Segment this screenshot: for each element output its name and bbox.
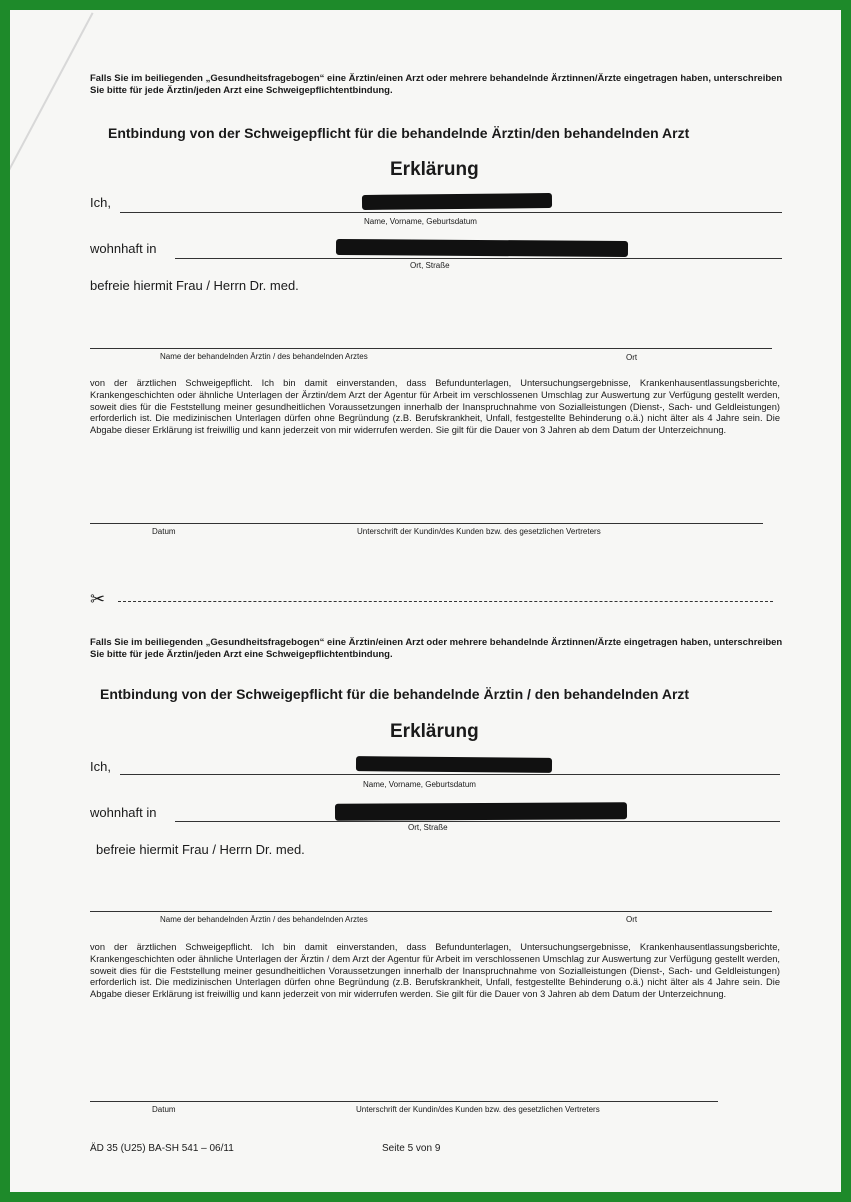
ich-label-2: Ich,: [90, 759, 111, 774]
address-field-line-2[interactable]: [175, 821, 780, 822]
name-caption-1: Name, Vorname, Geburtsdatum: [364, 217, 477, 226]
arzt-field-line-1[interactable]: [90, 348, 772, 349]
redacted-address-2: [335, 802, 627, 821]
arzt-caption-2: Name der behandelnden Ärztin / des behandelnden Arztes: [160, 915, 368, 924]
name-field-line-1[interactable]: [120, 212, 782, 213]
redacted-name-1: [362, 193, 552, 210]
heading-erklaerung-2: Erklärung: [390, 721, 479, 742]
ort-strasse-caption-1: Ort, Straße: [410, 261, 450, 270]
signature-line-2[interactable]: [90, 1101, 718, 1102]
cut-line: [118, 601, 773, 602]
ort-strasse-caption-2: Ort, Straße: [408, 823, 448, 832]
page-number: Seite 5 von 9: [382, 1143, 441, 1154]
consent-text-1: von der ärztlichen Schweigepflicht. Ich bin damit einverstanden, dass Befundunterlagen, Untersuchungsergebnisse, Krankenhausentlassungsberichte, Krankengeschichten oder ähnliche Unterlagen der Ärztin/dem Arzt der Agentur für Arbeit im verschlossenen Umschlag zur Auswertung zur Verfügung gestellt werden, soweit dies für die Feststellung meiner gesundheitlichen Voraussetzungen innerhalb der Inanspruchnahme von Sozialleistungen (Dienst-, Sach- und Geldleistungen) erforderlich ist. Die medizinischen Unterlagen dürfen ohne Begründung (z.B. Berufskrankheit, Unfall, festgestellte Behinderung o.ä.) nicht älter als 4 Jahre sein. Die Abgabe dieser Erklärung ist freiwillig und kann jederzeit von mir widerrufen werden. Sie gilt für die Dauer von 3 Jahren ab dem Datum der Unterzeichnung.: [90, 378, 780, 436]
unterschrift-caption-1: Unterschrift der Kundin/des Kunden bzw. des gesetzlichen Vertreters: [357, 527, 601, 536]
ort-caption-1: Ort: [626, 353, 638, 362]
section-title-1: Entbindung von der Schweigepflicht für die behandelnde Ärztin/den behandelnden Arzt: [108, 125, 690, 141]
datum-caption-2: Datum: [152, 1105, 176, 1114]
name-field-line-2[interactable]: [120, 774, 780, 775]
scissors-icon: ✂: [90, 589, 106, 609]
ort-caption-2: Ort: [626, 915, 638, 924]
intro-text-2: Falls Sie im beiliegenden „Gesundheitsfragebogen“ eine Ärztin/einen Arzt oder mehrere behandelnde Ärztinnen/Ärzte eingetragen haben, unterschreiben Sie bitte für jede Ärztin/jeden Arzt eine Schweigepflichtentbindung.: [90, 637, 783, 660]
paper-fold-mark: [10, 12, 94, 207]
ich-label-1: Ich,: [90, 195, 111, 210]
name-caption-2: Name, Vorname, Geburtsdatum: [363, 780, 476, 789]
form-id: ÄD 35 (U25) BA-SH 541 – 06/11: [90, 1143, 234, 1154]
document-page: [10, 10, 841, 1192]
section-title-2: Entbindung von der Schweigepflicht für die behandelnde Ärztin / den behandelnden Arzt: [100, 686, 690, 702]
befreie-label-2: befreie hiermit Frau / Herrn Dr. med.: [96, 842, 305, 857]
arzt-field-line-2[interactable]: [90, 911, 772, 912]
arzt-caption-1: Name der behandelnden Ärztin / des behandelnden Arztes: [160, 352, 368, 361]
befreie-label-1: befreie hiermit Frau / Herrn Dr. med.: [90, 278, 299, 293]
redacted-name-2: [356, 756, 552, 773]
wohnhaft-label-1: wohnhaft in: [90, 241, 157, 256]
consent-text-2: von der ärztlichen Schweigepflicht. Ich bin damit einverstanden, dass Befundunterlagen, Untersuchungsergebnisse, Krankenhausentlassungsberichte, Krankengeschichten oder ähnliche Unterlagen der Ärztin / dem Arzt der Agentur für Arbeit im verschlossenen Umschlag zur Auswertung zur Verfügung gestellt werden, soweit dies für die Feststellung meiner gesundheitlichen Voraussetzungen innerhalb der Inanspruchnahme von Sozialleistungen (Dienst-, Sach- und Geldleistungen) erforderlich ist. Die medizinischen Unterlagen dürfen ohne Begründung (z.B. Berufskrankheit, Unfall, festgestellte Behinderung o.ä.) nicht älter als 4 Jahre sein. Die Abgabe dieser Erklärung ist freiwillig und kann jederzeit von mir widerrufen werden. Sie gilt für die Dauer von 3 Jahren ab dem Datum der Unterzeichnung.: [90, 942, 780, 1000]
unterschrift-caption-2: Unterschrift der Kundin/des Kunden bzw. des gesetzlichen Vertreters: [356, 1105, 600, 1114]
wohnhaft-label-2: wohnhaft in: [90, 805, 157, 820]
address-field-line-1[interactable]: [175, 258, 782, 259]
signature-line-1[interactable]: [90, 523, 763, 524]
redacted-address-1: [336, 239, 628, 257]
datum-caption-1: Datum: [152, 527, 176, 536]
heading-erklaerung-1: Erklärung: [390, 159, 479, 180]
intro-text-1: Falls Sie im beiliegenden „Gesundheitsfragebogen“ eine Ärztin/einen Arzt oder mehrere behandelnde Ärztinnen/Ärzte eingetragen haben, unterschreiben Sie bitte für jede Ärztin/jeden Arzt eine Schweigepflichtentbindung.: [90, 73, 783, 96]
